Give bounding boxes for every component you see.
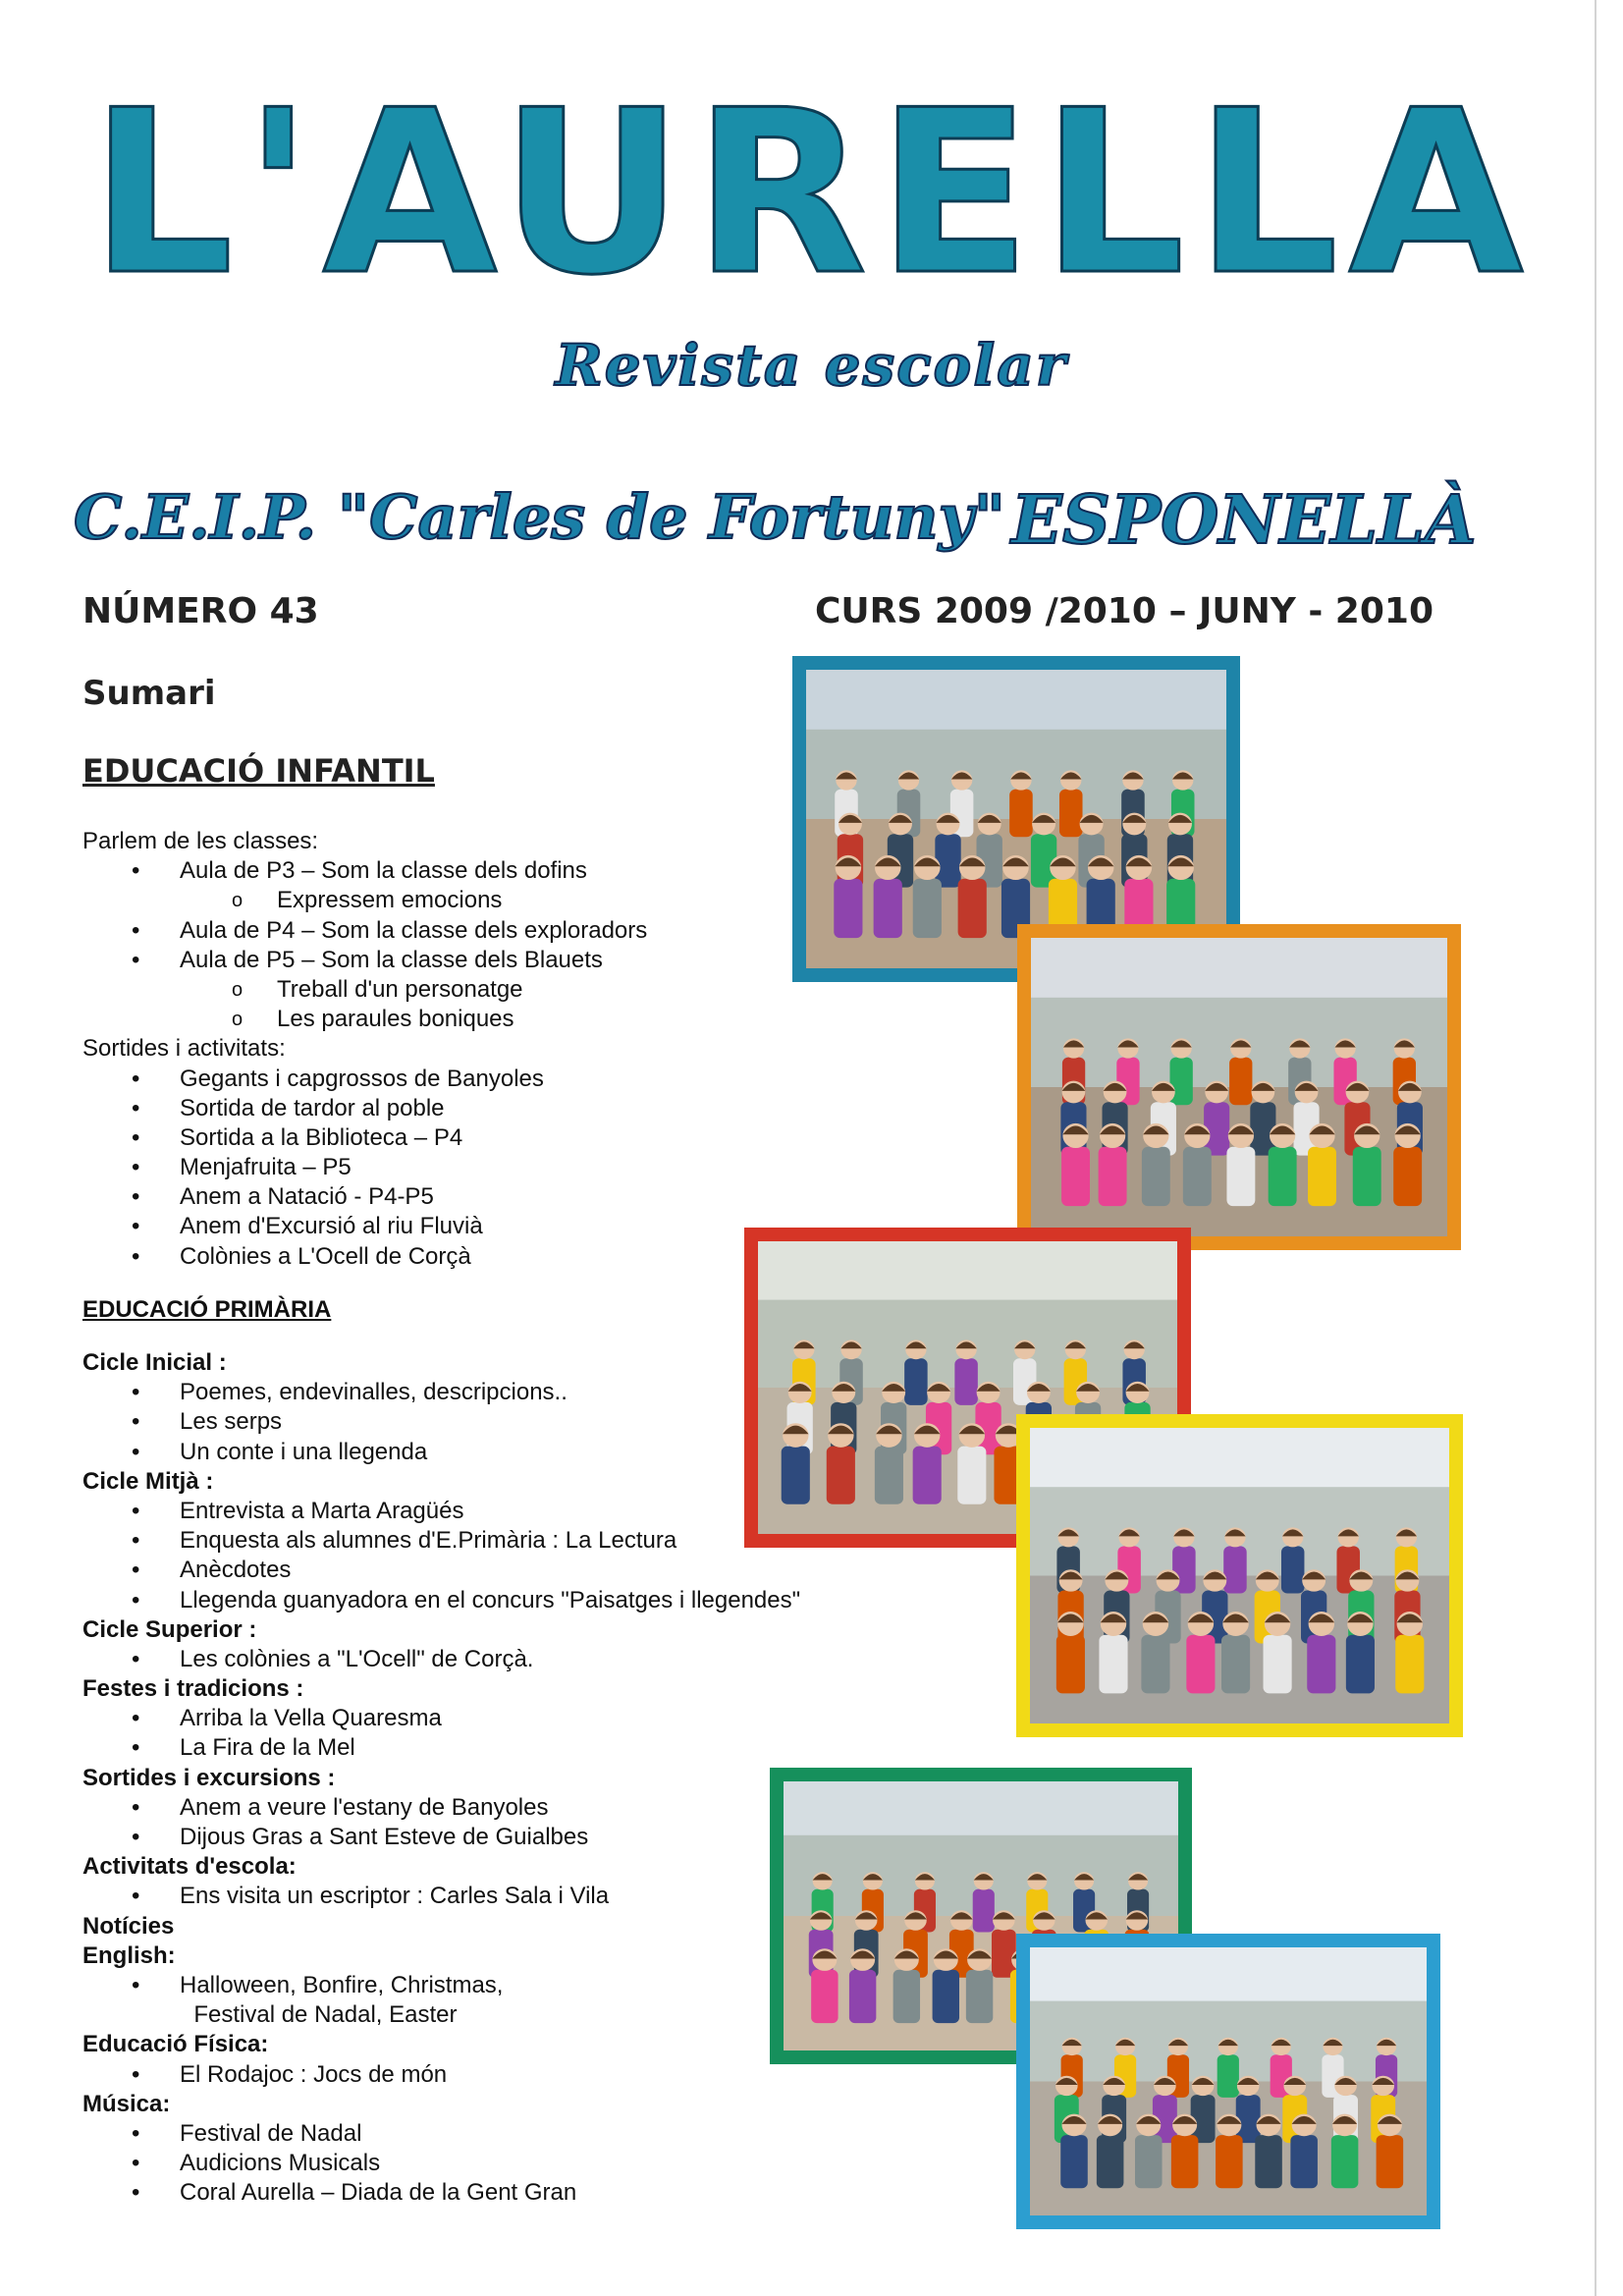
toc-item: • Coral Aurella – Diada de la Gent Gran	[82, 2178, 907, 2208]
group-photo-image	[1031, 938, 1447, 1236]
toc-item: • Dijous Gras a Sant Esteve de Guialbes	[82, 1823, 907, 1852]
toc-category: Sortides i excursions :	[82, 1764, 336, 1791]
toc-item: Parlem de les classes:	[82, 828, 319, 854]
toc-item: • Llegenda guanyadora en el concurs "Paisatges i llegendes"	[82, 1586, 907, 1615]
group-photo-image	[1030, 1428, 1449, 1723]
toc-item: Festival de Nadal, Easter	[82, 2001, 458, 2029]
toc-item: • Les colònies a "L'Ocell" de Corçà.	[82, 1645, 907, 1674]
section-heading-primaria: EDUCACIÓ PRIMÀRIA	[82, 1295, 332, 1323]
toc-category: Música:	[82, 2090, 171, 2117]
toc-item: • Un conte i una llegenda	[82, 1438, 907, 1467]
toc-item: • La Fira de la Mel	[82, 1733, 907, 1763]
class-photo-cicle-superior	[1016, 1934, 1440, 2229]
toc-category: Cicle Superior :	[82, 1615, 257, 1643]
toc-item: • Arriba la Vella Quaresma	[82, 1704, 907, 1733]
toc-item: • Les serps	[82, 1407, 907, 1437]
issue-number: NÚMERO 43	[82, 591, 319, 631]
toc-item: • Audicions Musicals	[82, 2149, 907, 2178]
toc-item: • Anècdotes	[82, 1556, 907, 1585]
section-heading-infantil: EDUCACIÓ INFANTIL	[82, 752, 435, 790]
toc-category: Festes i tradicions :	[82, 1675, 304, 1703]
course-date: CURS 2009 /2010 – JUNY - 2010	[815, 591, 1434, 631]
toc-category: Cicle Mitjà :	[82, 1467, 214, 1495]
toc-item: • Sortida de tardor al poble	[82, 1094, 907, 1123]
toc-item: • Festival de Nadal	[82, 2119, 907, 2149]
toc-item: • Aula de P3 – Som la classe dels dofins	[82, 856, 907, 886]
toc-item: • Aula de P5 – Som la classe dels Blauets	[82, 946, 907, 975]
class-photo-p4	[1017, 924, 1461, 1250]
toc-category: Cicle Inicial :	[82, 1349, 227, 1376]
village-name: ESPONELLÀ	[1011, 481, 1477, 560]
toc-item: • Ens visita un escriptor : Carles Sala i Vila	[82, 1882, 907, 1911]
toc-category: English:	[82, 1941, 176, 1969]
toc-item: Sortides i activitats:	[82, 1035, 286, 1063]
toc-item: • Enquesta als alumnes d'E.Primària : La Lectura	[82, 1526, 907, 1556]
toc-item: • Sortida a la Biblioteca – P4	[82, 1123, 907, 1153]
toc-item: • El Rodajoc : Jocs de món	[82, 2060, 907, 2090]
toc-item: • Anem d'Excursió al riu Fluvià	[82, 1212, 907, 1241]
toc-item: o Les paraules boniques	[82, 1005, 907, 1034]
toc-category: Activitats d'escola:	[82, 1853, 297, 1881]
toc-item: o Expressem emocions	[82, 886, 907, 915]
toc-item: • Menjafruita – P5	[82, 1153, 907, 1182]
magazine-subtitle: Revista escolar	[555, 332, 1068, 399]
toc-item: • Halloween, Bonfire, Christmas,	[82, 1971, 907, 2000]
toc-item: o Treball d'un personatge	[82, 975, 907, 1005]
toc-item: • Anem a Natació - P4-P5	[82, 1182, 907, 1212]
magazine-title: L'AURELLA	[89, 63, 1534, 325]
class-photo-cicle-inicial	[1016, 1414, 1463, 1737]
toc-category: Educació Física:	[82, 2031, 269, 2058]
toc-item: • Poemes, endevinalles, descripcions..	[82, 1378, 907, 1407]
summary-title: Sumari	[82, 674, 216, 713]
school-name: C.E.I.P. "Carles de Fortuny"	[74, 481, 1005, 553]
toc-category: Notícies	[82, 1912, 175, 1940]
group-photo-image	[1030, 1947, 1427, 2215]
toc-item: • Gegants i capgrossos de Banyoles	[82, 1065, 907, 1094]
toc-item: • Colònies a L'Ocell de Corçà	[82, 1242, 907, 1272]
toc-item: • Entrevista a Marta Aragüés	[82, 1497, 907, 1526]
toc-item: • Anem a veure l'estany de Banyoles	[82, 1793, 907, 1823]
toc-item: • Aula de P4 – Som la classe dels exploradors	[82, 916, 907, 946]
